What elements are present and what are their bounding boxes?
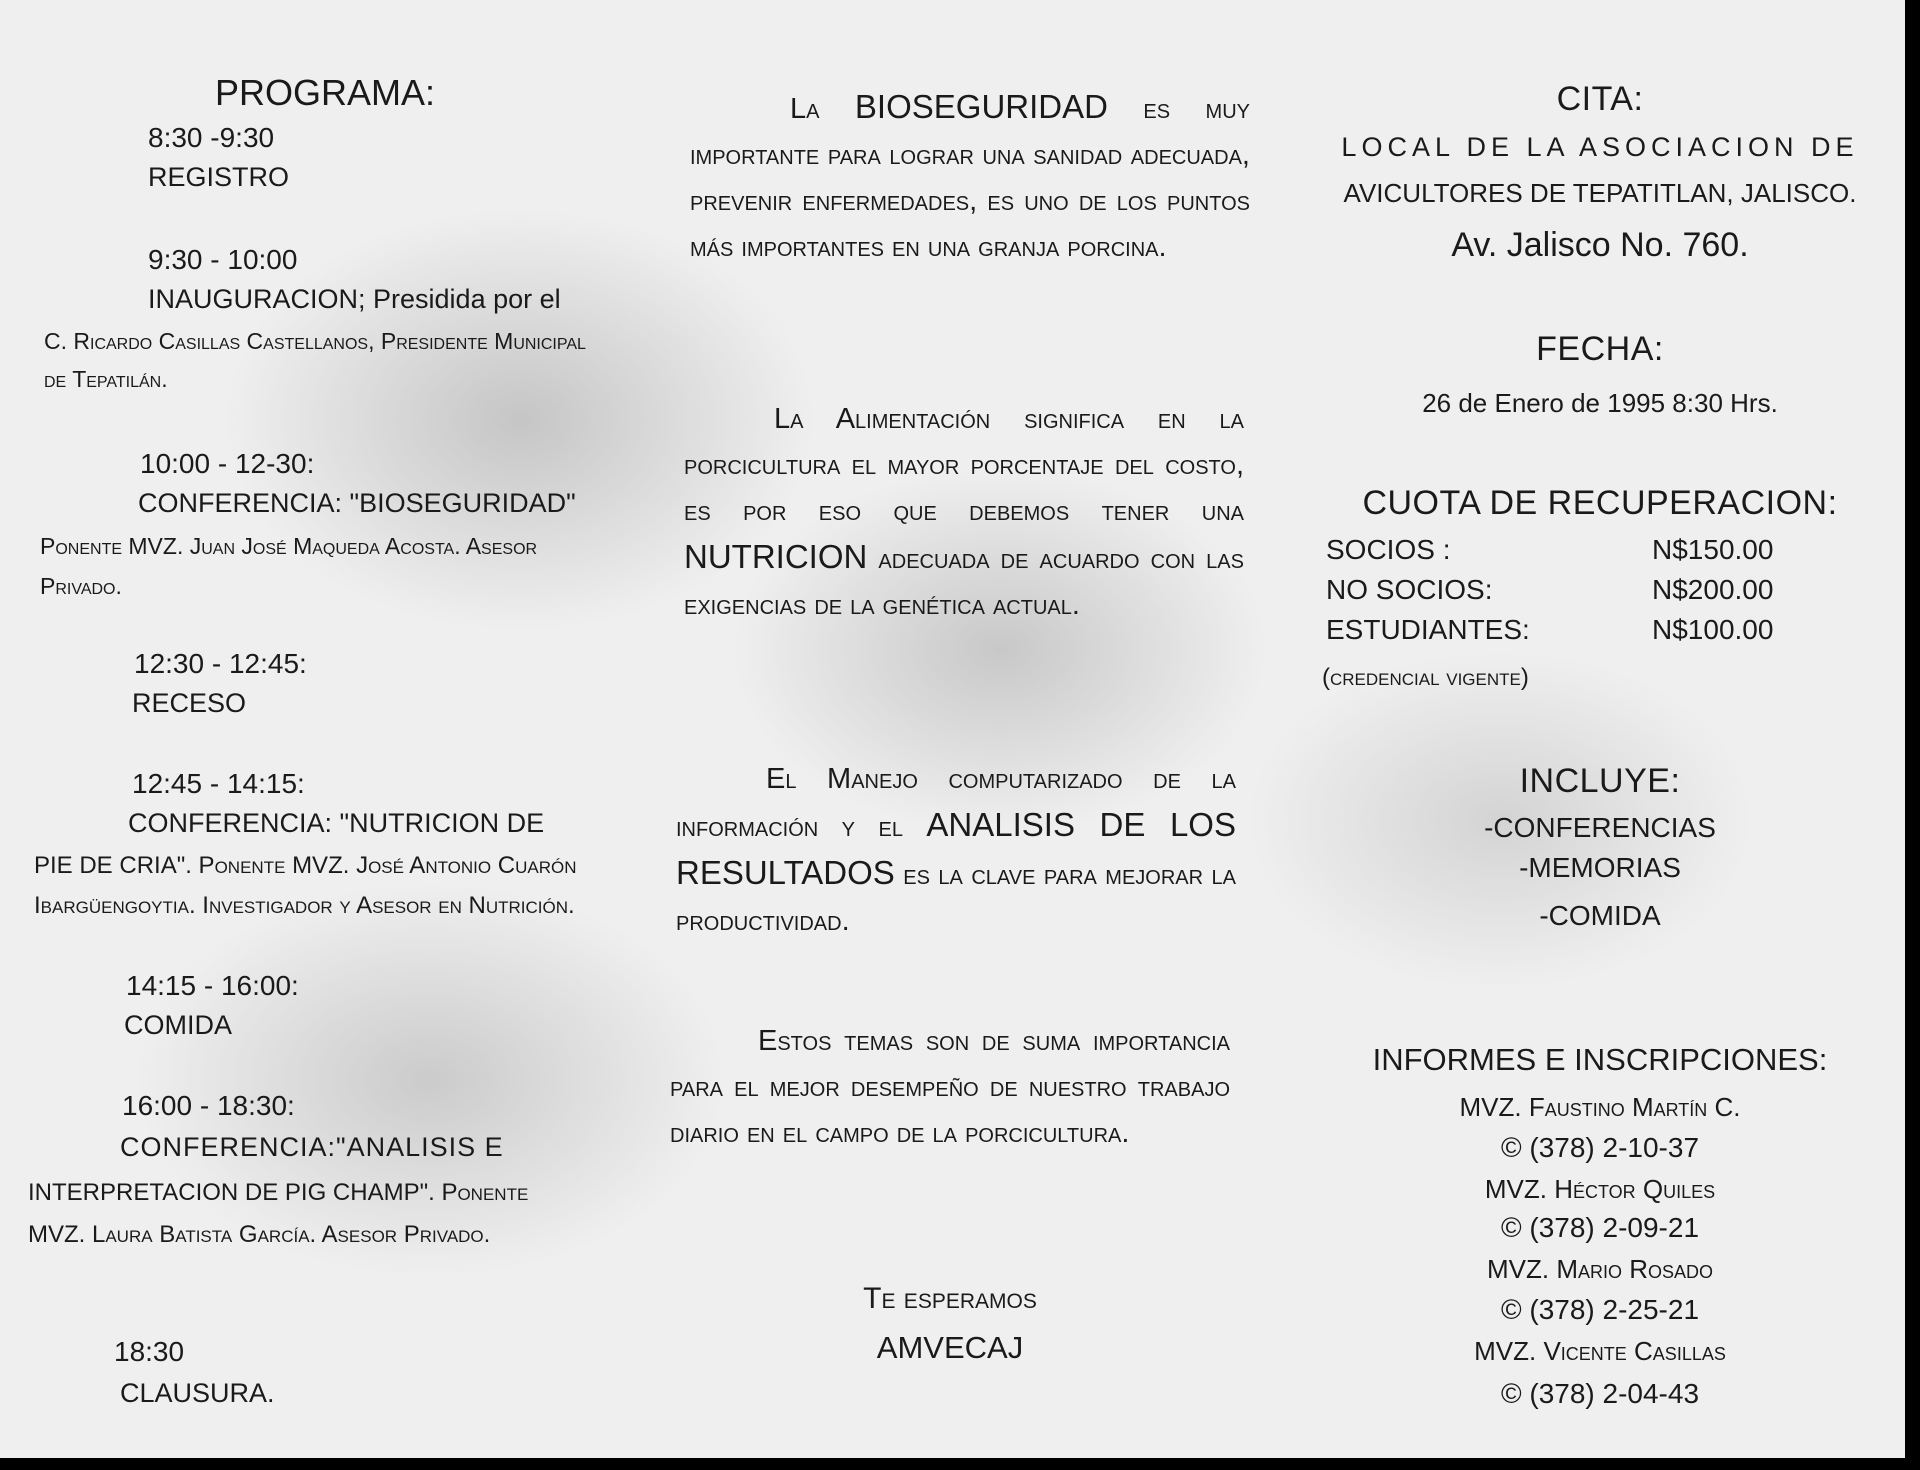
program-item-desc: Ponente MVZ. Juan José Maqueda Acosta. Asesor Privado. — [40, 533, 538, 599]
fee-label: NO SOCIOS: — [1326, 574, 1493, 605]
incluye-title: INCLUYE: — [1519, 762, 1681, 800]
program-item-desc: C. Ricardo Casillas Castellanos, Presidente Municipal de Tepatilán. — [44, 328, 586, 392]
program-item-title: CONFERENCIA: "BIOSEGURIDAD" — [138, 488, 576, 518]
contact-phone: © (378) 2-09-21 — [1500, 1212, 1700, 1243]
biosecurity-paragraph: La BIOSEGURIDAD es muy importante para lograr una sanidad adecuada, prevenir enfermedades, es uno de los puntos más importantes en una granja porcina. — [690, 88, 1250, 263]
fee-amount: N$100.00 — [1652, 614, 1774, 645]
program-title: PROGRAMA: — [215, 72, 436, 113]
fee-amount: N$150.00 — [1652, 534, 1774, 565]
incluye-item: -MEMORIAS — [1519, 852, 1681, 883]
contact-name: MVZ. Mario Rosado — [1486, 1254, 1713, 1284]
contact-name: MVZ. Faustino Martín C. — [1459, 1092, 1741, 1122]
nutrition-paragraph: La Alimentación significa en la porcicultura el mayor porcentaje del costo, es por eso que debemos tener una NUTRICION adecuada de acuardo con las exigencias de la genética actual. — [684, 403, 1244, 621]
program-item-title: CONFERENCIA:"ANALISIS E — [120, 1132, 504, 1162]
program-item-title: RECESO — [132, 688, 247, 718]
fee-label: SOCIOS : — [1326, 534, 1451, 565]
program-item-time: 16:00 - 18:30: — [122, 1090, 295, 1121]
keyword-analisis: ANALISIS DE LOS RESULTADOS — [676, 806, 1236, 891]
keyword-nutricion: NUTRICION — [684, 538, 868, 575]
incluye-item: -CONFERENCIAS — [1484, 812, 1716, 843]
program-item-title: INAUGURACION; Presidida por el — [148, 284, 561, 314]
cita-address: Av. Jalisco No. 760. — [1451, 226, 1749, 264]
fecha-title: FECHA: — [1536, 330, 1664, 368]
closing-greeting: Te esperamos — [863, 1282, 1037, 1315]
informes-title: INFORMES E INSCRIPCIONES: — [1372, 1042, 1828, 1077]
program-item-title: REGISTRO — [148, 162, 290, 192]
cita-title: CITA: — [1556, 80, 1644, 118]
contact-name: MVZ. Héctor Quiles — [1484, 1174, 1716, 1204]
program-item-time: 10:00 - 12-30: — [140, 448, 315, 479]
cuota-title: CUOTA DE RECUPERACION: — [1362, 484, 1838, 522]
cita-line-1: LOCAL DE LA ASOCIACION DE — [1341, 132, 1859, 162]
program-item-time: 12:30 - 12:45: — [134, 648, 307, 679]
incluye-item: -COMIDA — [1539, 900, 1661, 931]
organization-name: AMVECAJ — [876, 1330, 1024, 1365]
program-item-time: 12:45 - 14:15: — [132, 768, 305, 799]
program-item-time: 9:30 - 10:00 — [148, 244, 298, 275]
program-item-title: COMIDA — [124, 1010, 232, 1040]
program-item-time: 8:30 -9:30 — [148, 122, 275, 153]
contact-phone: © (378) 2-10-37 — [1500, 1132, 1700, 1163]
contact-phone: © (378) 2-25-21 — [1500, 1294, 1700, 1325]
fee-label: ESTUDIANTES: — [1326, 614, 1530, 645]
program-item-title: CONFERENCIA: "NUTRICION DE — [128, 808, 545, 838]
program-item-title: CLAUSURA. — [120, 1378, 275, 1408]
contact-phone: © (378) 2-04-43 — [1500, 1378, 1700, 1409]
cita-line-2: AVICULTORES DE TEPATITLAN, JALISCO. — [1343, 178, 1857, 208]
program-item-time: 18:30 — [114, 1336, 185, 1367]
keyword-bioseguridad: BIOSEGURIDAD — [854, 88, 1108, 125]
contact-name: MVZ. Vicente Casillas — [1474, 1336, 1726, 1366]
importance-paragraph: Estos temas son de suma importancia para el mejor desempeño de nuestro trabajo diario en el campo de la porcicultura. — [670, 1025, 1230, 1149]
analysis-paragraph: El Manejo computarizado de la información y el ANALISIS DE LOS RESULTADOS es la clave para mejorar la productividad. — [676, 763, 1236, 937]
fee-amount: N$200.00 — [1652, 574, 1774, 605]
program-item-time: 14:15 - 16:00: — [126, 970, 299, 1001]
program-item-desc: PIE DE CRIA". Ponente MVZ. José Antonio Cuarón Ibargüengoytia. Investigador y Asesor en Nutrición. — [34, 852, 577, 919]
program-item-desc: INTERPRETACION DE PIG CHAMP". Ponente MVZ. Laura Batista García. Asesor Privado. — [28, 1179, 529, 1248]
fecha-value: 26 de Enero de 1995 8:30 Hrs. — [1422, 388, 1778, 418]
fee-note: (credencial vigente) — [1322, 664, 1529, 691]
